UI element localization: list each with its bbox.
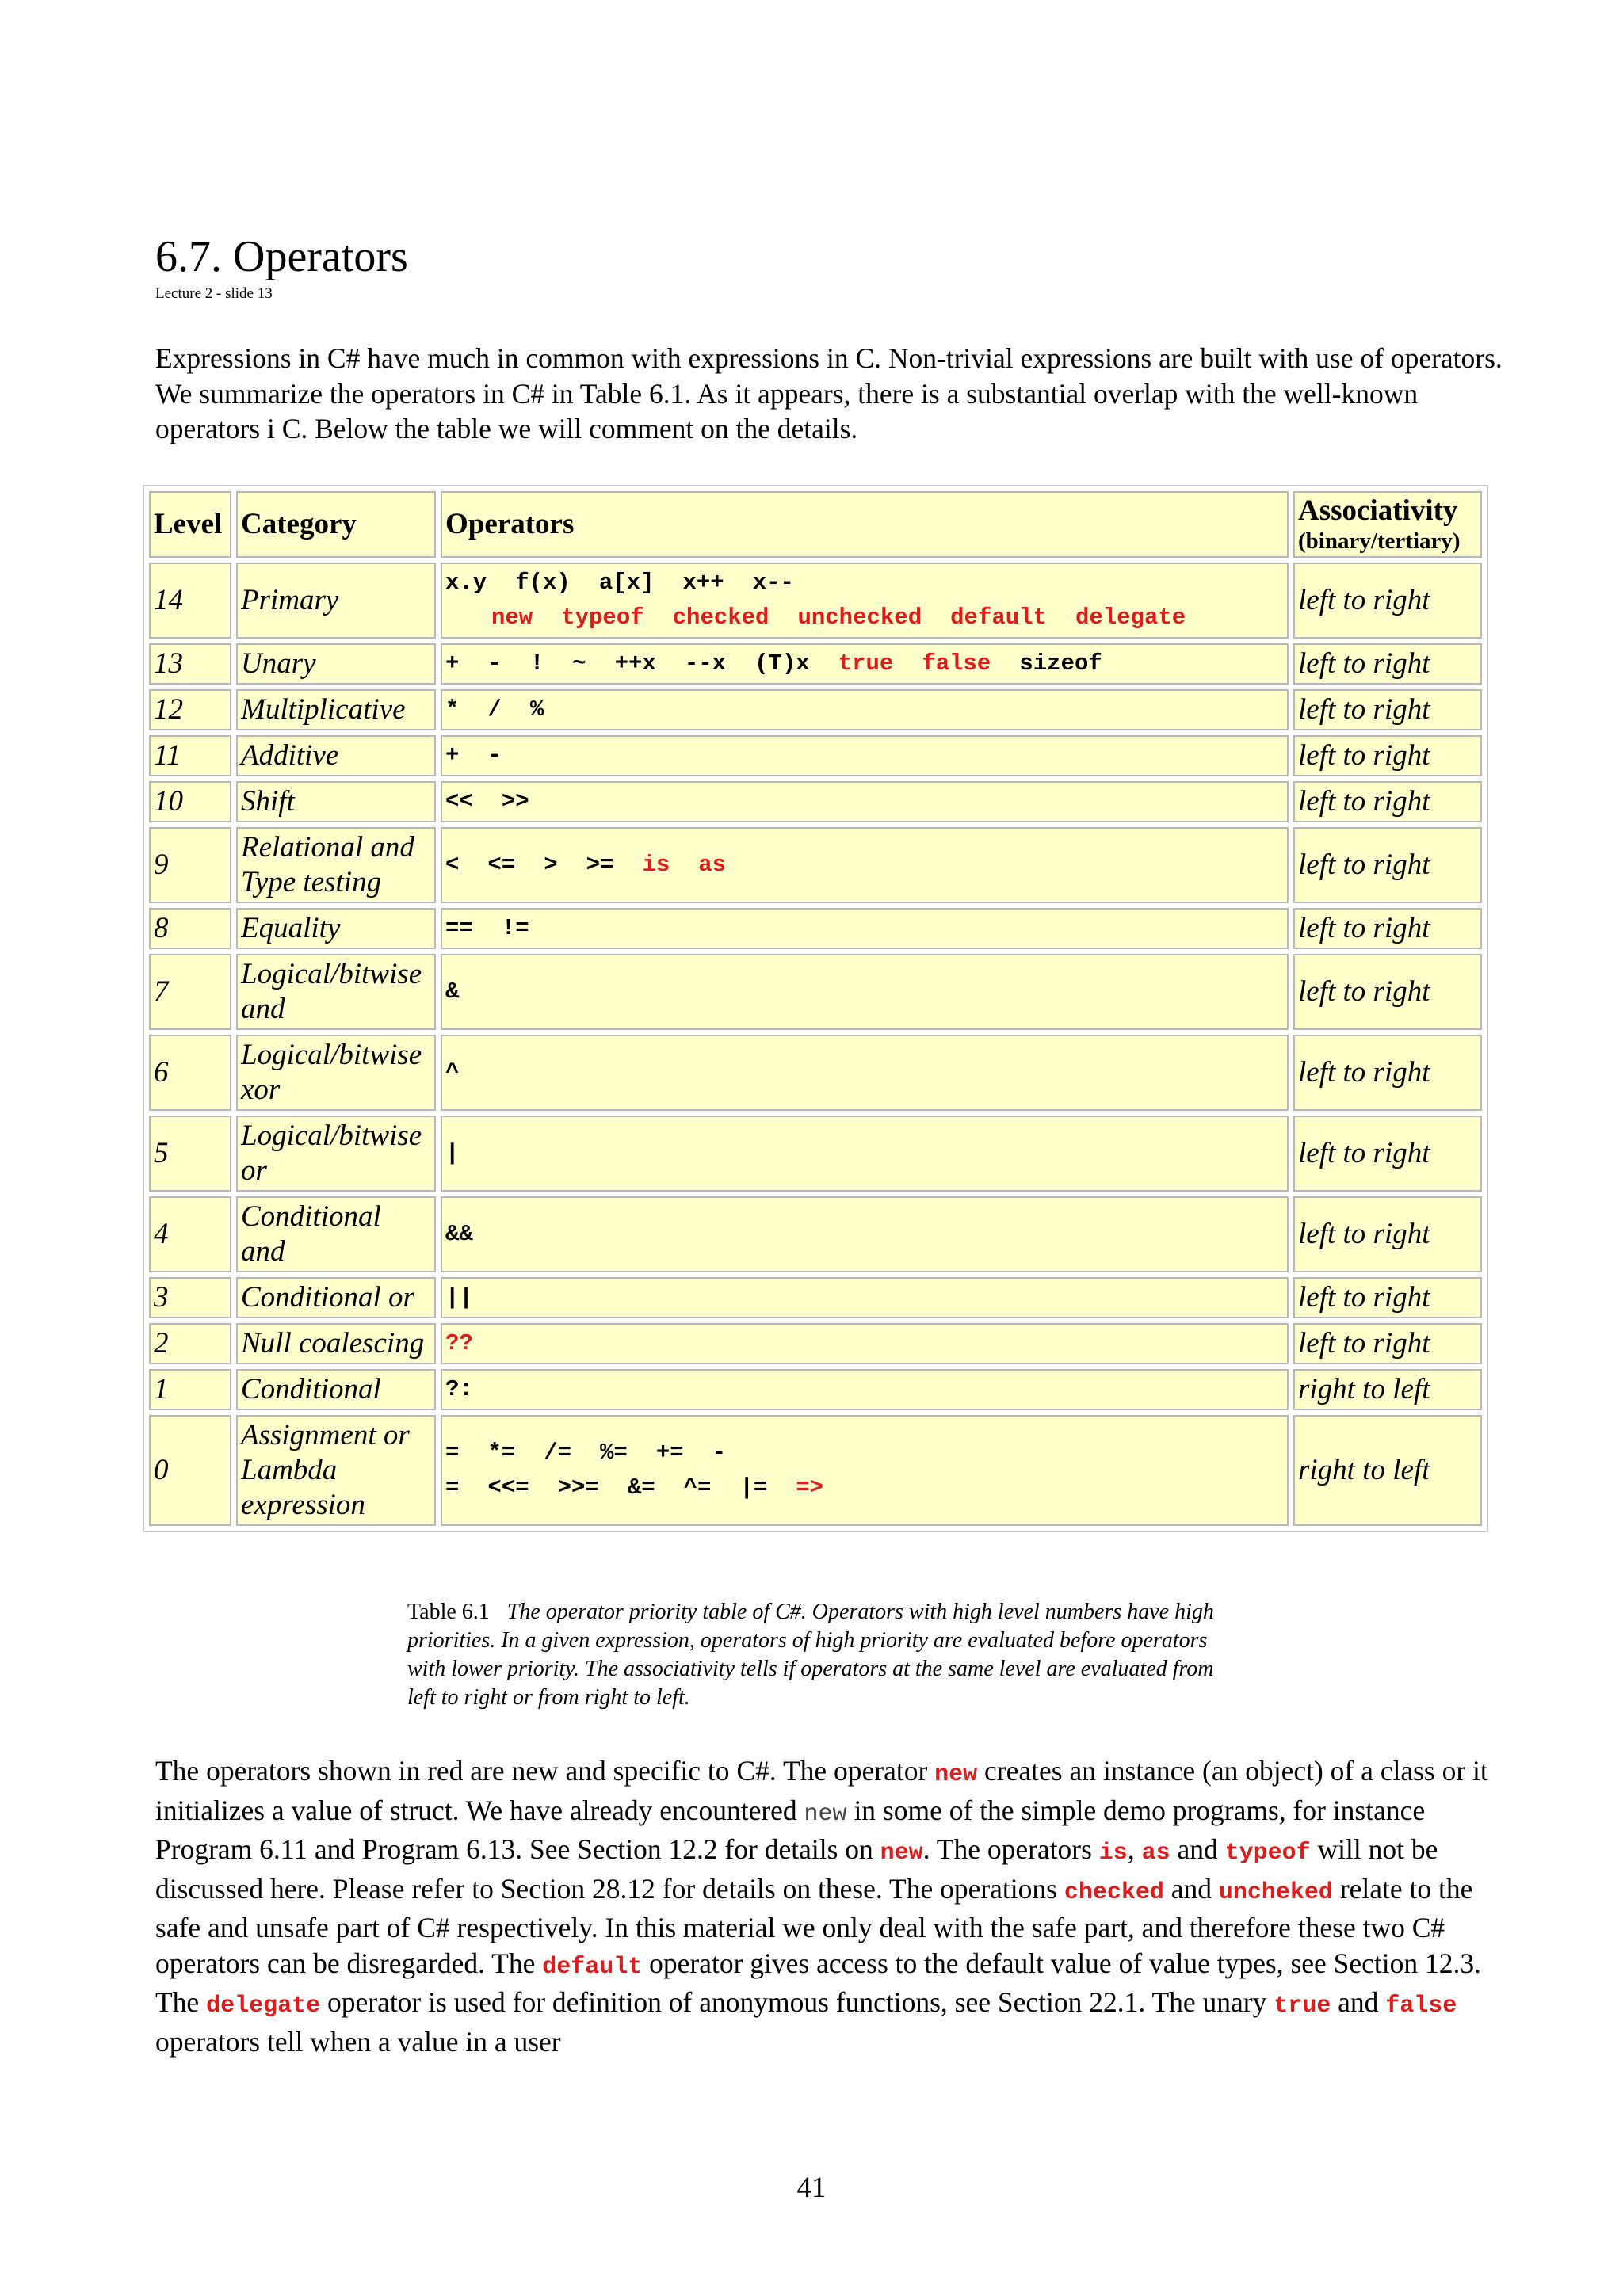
operator-token: % bbox=[529, 696, 544, 723]
inline-code: delegate bbox=[206, 1993, 321, 2019]
cell-associativity: left to right bbox=[1293, 1323, 1482, 1364]
body-text-run: relate to the safe and unsafe part of C# respectively. In this material we only deal with the safe part, and therefore these two C# operators can be disregarded. The bbox=[155, 1872, 1473, 1979]
operator-token: + bbox=[445, 650, 460, 677]
operator-token: %= bbox=[600, 1440, 628, 1466]
body-text-run: and bbox=[1170, 1833, 1225, 1865]
cell-associativity: right to left bbox=[1293, 1415, 1482, 1526]
body-text-run: , bbox=[1127, 1833, 1142, 1865]
inline-code: new bbox=[880, 1840, 923, 1867]
cell-operators bbox=[441, 563, 1289, 639]
header-level: Level bbox=[149, 491, 231, 558]
table-row bbox=[149, 1415, 1482, 1526]
cell-level: 11 bbox=[149, 735, 231, 776]
table-row bbox=[149, 1116, 1482, 1192]
cell-level: 8 bbox=[149, 908, 231, 949]
cell-operators bbox=[441, 954, 1289, 1030]
operator-token: | bbox=[445, 1140, 460, 1166]
table-row bbox=[149, 908, 1482, 949]
operator-token: * bbox=[445, 696, 460, 723]
operator-token: >= bbox=[586, 852, 614, 878]
operator-token: ?: bbox=[445, 1376, 473, 1402]
cell-operators bbox=[441, 689, 1289, 730]
cell-associativity: left to right bbox=[1293, 1116, 1482, 1192]
operator-priority-table bbox=[143, 485, 1488, 1532]
cell-operators bbox=[441, 908, 1289, 949]
caption-text: The operator priority table of C#. Operators with high level numbers have high priorities. In a given expression, operators of high priority are evaluated before operators with lower priority. The associativity tells if operators at the same level are evaluated from left to right or from right to left. bbox=[407, 1600, 1214, 1710]
operator-line bbox=[445, 566, 1284, 601]
cell-level: 6 bbox=[149, 1035, 231, 1111]
operator-token: / bbox=[487, 696, 502, 723]
inline-code: true bbox=[1274, 1993, 1331, 2019]
cell-level: 14 bbox=[149, 563, 231, 639]
operator-token: <= bbox=[487, 852, 516, 878]
operator-token: > bbox=[544, 852, 558, 878]
inline-code: is bbox=[1098, 1840, 1128, 1867]
operator-token: - bbox=[487, 742, 502, 769]
cell-category: Unary bbox=[236, 643, 436, 685]
table-row bbox=[149, 563, 1482, 639]
inline-code: false bbox=[1385, 1993, 1457, 2019]
operator-token: = bbox=[445, 1440, 460, 1466]
cell-category: Shift bbox=[236, 781, 436, 822]
body-text-run: operator is used for definition of anonymous functions, see Section 22.1. The unary bbox=[320, 1986, 1274, 2018]
cell-level: 9 bbox=[149, 827, 231, 903]
operator-token: unchecked bbox=[797, 605, 922, 631]
table-row bbox=[149, 1035, 1482, 1111]
cell-level: 4 bbox=[149, 1196, 231, 1272]
cell-operators bbox=[441, 1369, 1289, 1410]
operator-token: - bbox=[712, 1440, 727, 1466]
operator-token: != bbox=[501, 915, 529, 941]
operator-token: is bbox=[642, 852, 670, 878]
header-associativity bbox=[1293, 491, 1482, 558]
cell-category: Logical/bitwise and bbox=[236, 954, 436, 1030]
cell-category: Relational and Type testing bbox=[236, 827, 436, 903]
cell-associativity: left to right bbox=[1293, 563, 1482, 639]
cell-associativity: left to right bbox=[1293, 735, 1482, 776]
cell-category: Additive bbox=[236, 735, 436, 776]
operator-line bbox=[445, 1055, 1284, 1090]
cell-level: 5 bbox=[149, 1116, 231, 1192]
page-number: 41 bbox=[796, 2172, 827, 2204]
operator-token: &= bbox=[627, 1474, 655, 1501]
operator-line bbox=[445, 1372, 1284, 1407]
inline-code: default bbox=[542, 1953, 643, 1981]
inline-code: new bbox=[804, 1800, 847, 1828]
operator-token: checked bbox=[672, 605, 769, 631]
cell-level: 7 bbox=[149, 954, 231, 1030]
table-body bbox=[149, 563, 1482, 1526]
operator-token: || bbox=[445, 1284, 473, 1310]
cell-category: Logical/bitwise or bbox=[236, 1116, 436, 1192]
section-heading: 6.7. Operators bbox=[155, 232, 408, 281]
operator-token: --x bbox=[684, 650, 727, 677]
operator-token: == bbox=[445, 915, 473, 941]
operator-line bbox=[445, 1436, 1284, 1470]
body-text-run: and bbox=[1331, 1986, 1386, 2018]
cell-operators bbox=[441, 781, 1289, 822]
cell-level: 10 bbox=[149, 781, 231, 822]
inline-code: typeof bbox=[1224, 1840, 1311, 1867]
operator-line bbox=[445, 738, 1284, 773]
operator-token: a[x] bbox=[598, 570, 655, 596]
table-caption bbox=[407, 1598, 1232, 1712]
operator-token: |= bbox=[739, 1474, 768, 1501]
cell-associativity: left to right bbox=[1293, 1035, 1482, 1111]
operator-token: f(x) bbox=[515, 570, 571, 596]
cell-category: Equality bbox=[236, 908, 436, 949]
operator-token: = bbox=[445, 1474, 460, 1501]
table-row bbox=[149, 1277, 1482, 1318]
operator-line bbox=[445, 1136, 1284, 1171]
operator-token: - bbox=[487, 650, 502, 677]
table-row bbox=[149, 1369, 1482, 1410]
cell-associativity: left to right bbox=[1293, 781, 1482, 822]
cell-operators bbox=[441, 1415, 1289, 1526]
operator-token: ^= bbox=[683, 1474, 712, 1501]
operator-token: >>= bbox=[557, 1474, 599, 1501]
operator-line bbox=[445, 848, 1284, 883]
body-text-run: creates an instance (an object) of a class or it initializes a value of struct. We have already encountered bbox=[155, 1755, 1488, 1826]
operator-token: ^ bbox=[445, 1059, 460, 1085]
operator-token: delegate bbox=[1075, 605, 1186, 631]
cell-operators bbox=[441, 1277, 1289, 1318]
cell-associativity: left to right bbox=[1293, 908, 1482, 949]
table-row bbox=[149, 781, 1482, 822]
operator-token: sizeof bbox=[1019, 650, 1102, 677]
header-operators: Operators bbox=[441, 491, 1289, 558]
cell-associativity: left to right bbox=[1293, 954, 1482, 1030]
cell-category: Conditional or bbox=[236, 1277, 436, 1318]
header-assoc-sub: (binary/tertiary) bbox=[1298, 528, 1461, 554]
cell-level: 12 bbox=[149, 689, 231, 730]
cell-category: Null coalescing bbox=[236, 1323, 436, 1364]
cell-associativity: left to right bbox=[1293, 1277, 1482, 1318]
cell-level: 13 bbox=[149, 643, 231, 685]
cell-category: Conditional bbox=[236, 1369, 436, 1410]
operator-token: ! bbox=[529, 650, 544, 677]
inline-code: new bbox=[934, 1761, 978, 1788]
cell-operators bbox=[441, 643, 1289, 685]
operator-token: += bbox=[655, 1440, 684, 1466]
table-row bbox=[149, 643, 1482, 685]
cell-category: Assignment or Lambda expression bbox=[236, 1415, 436, 1526]
cell-category: Conditional and bbox=[236, 1196, 436, 1272]
body-text-run: in some of the simple demo programs, for instance Program 6.11 and Program 6.13. See Section 12.2 for details on bbox=[155, 1794, 1426, 1865]
operator-line bbox=[445, 646, 1284, 681]
table-row bbox=[149, 954, 1482, 1030]
cell-category: Primary bbox=[236, 563, 436, 639]
operator-token: < bbox=[445, 852, 460, 878]
cell-level: 3 bbox=[149, 1277, 231, 1318]
operator-token: (T)x bbox=[754, 650, 810, 677]
body-paragraph bbox=[155, 1753, 1503, 2059]
operator-token: /= bbox=[544, 1440, 572, 1466]
intro-paragraph: Expressions in C# have much in common with expressions in C. Non-trivial expressions are built with use of operators. We summarize the operators in C# in Table 6.1. As it appears, there is a substantial overlap with the well-known operators i C. Below the table we will comment on the details. bbox=[155, 342, 1503, 444]
operator-token: new bbox=[491, 605, 533, 631]
operator-token: true bbox=[838, 650, 894, 677]
inline-code: as bbox=[1141, 1840, 1170, 1867]
body-text-run: The operators shown in red are new and specific to C#. The operator bbox=[155, 1755, 935, 1787]
operator-token: & bbox=[445, 978, 460, 1005]
operator-token: typeof bbox=[561, 605, 644, 631]
operator-token: ++x bbox=[614, 650, 656, 677]
cell-operators bbox=[441, 735, 1289, 776]
operator-line bbox=[445, 974, 1284, 1009]
cell-associativity: left to right bbox=[1293, 689, 1482, 730]
table-row bbox=[149, 689, 1482, 730]
cell-operators bbox=[441, 1196, 1289, 1272]
cell-associativity: left to right bbox=[1293, 643, 1482, 685]
operator-token: as bbox=[698, 852, 727, 878]
header-category: Category bbox=[236, 491, 436, 558]
cell-level: 0 bbox=[149, 1415, 231, 1526]
cell-operators bbox=[441, 1116, 1289, 1192]
operator-line bbox=[445, 692, 1284, 727]
cell-associativity: left to right bbox=[1293, 827, 1482, 903]
table-row bbox=[149, 735, 1482, 776]
operator-token: << bbox=[445, 788, 473, 814]
cell-category: Multiplicative bbox=[236, 689, 436, 730]
operator-line bbox=[445, 911, 1284, 946]
cell-category: Logical/bitwise xor bbox=[236, 1035, 436, 1111]
operator-line bbox=[445, 1280, 1284, 1315]
operator-token: && bbox=[445, 1221, 473, 1247]
table-row bbox=[149, 827, 1482, 903]
operator-token: + bbox=[445, 742, 460, 769]
operator-token: x-- bbox=[752, 570, 794, 596]
operator-token: <<= bbox=[487, 1474, 529, 1501]
operator-token: => bbox=[796, 1474, 824, 1501]
operator-line bbox=[445, 1217, 1284, 1252]
operator-line bbox=[445, 784, 1284, 819]
inline-code: checked bbox=[1064, 1878, 1164, 1906]
operator-line bbox=[445, 601, 1284, 635]
operator-token: false bbox=[922, 650, 991, 677]
cell-level: 2 bbox=[149, 1323, 231, 1364]
body-text-run: and bbox=[1163, 1872, 1219, 1905]
cell-associativity: right to left bbox=[1293, 1369, 1482, 1410]
operator-token: x++ bbox=[682, 570, 724, 596]
body-text-run: will not be discussed here. Please refer to Section 28.12 for details on these. The operations bbox=[155, 1833, 1438, 1905]
slide-reference: Lecture 2 - slide 13 bbox=[155, 285, 273, 302]
operator-token: ?? bbox=[445, 1330, 473, 1356]
table-header-row bbox=[149, 491, 1482, 558]
operator-token: default bbox=[950, 605, 1047, 631]
header-assoc-label: Associativity bbox=[1298, 494, 1458, 527]
cell-operators bbox=[441, 1035, 1289, 1111]
cell-operators bbox=[441, 1323, 1289, 1364]
body-text-run: . The operators bbox=[922, 1833, 1099, 1865]
inline-code: uncheked bbox=[1218, 1878, 1333, 1906]
operator-token: *= bbox=[487, 1440, 516, 1466]
table-row bbox=[149, 1196, 1482, 1272]
body-text-run: operators tell when a value in a user bbox=[155, 2025, 561, 2058]
operator-line bbox=[445, 1326, 1284, 1361]
cell-level: 1 bbox=[149, 1369, 231, 1410]
operator-token: ~ bbox=[572, 650, 586, 677]
caption-label: Table 6.1 bbox=[407, 1600, 490, 1624]
cell-operators bbox=[441, 827, 1289, 903]
table-row bbox=[149, 1323, 1482, 1364]
operator-token: >> bbox=[501, 788, 529, 814]
body-text-run: operator gives access to the default value of value types, see Section 12.3. The bbox=[155, 1947, 1482, 2018]
operator-line bbox=[445, 1470, 1284, 1505]
operator-token: x.y bbox=[445, 570, 487, 596]
cell-associativity: left to right bbox=[1293, 1196, 1482, 1272]
